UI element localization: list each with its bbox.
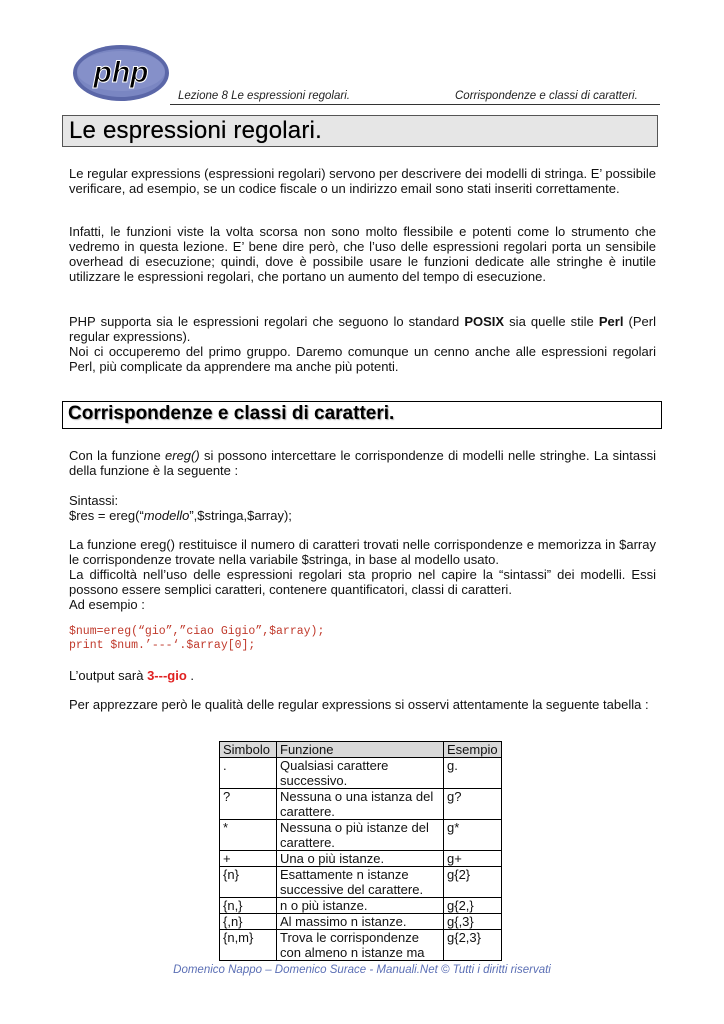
syntax-model: modello bbox=[143, 508, 190, 523]
syntax-a: $res = ereg(“ bbox=[69, 508, 144, 523]
cell-example: g{,3} bbox=[444, 914, 502, 930]
syntax-label: Sintassi: bbox=[69, 493, 119, 508]
cell-function: Al massimo n istanze. bbox=[277, 914, 444, 930]
posix-keyword: POSIX bbox=[464, 314, 505, 329]
section-paragraph-4: Ad esempio : bbox=[69, 597, 145, 612]
regex-symbol-table bbox=[219, 741, 502, 961]
cell-example: g* bbox=[444, 820, 502, 851]
cell-function: n o più istanze. bbox=[277, 898, 444, 914]
table-row bbox=[220, 820, 502, 851]
cell-function: Trova le corrispondenze con almeno n istanze ma bbox=[277, 930, 444, 961]
header-function: Funzione bbox=[277, 742, 444, 758]
section-title: Corrispondenze e classi di caratteri. bbox=[68, 403, 395, 424]
output-text-a: L’output sarà bbox=[69, 668, 148, 683]
intro-paragraph-1: Le regular expressions (espressioni regolari) servono per descrivere dei modelli di stringa. E’ possibile verificare, ad esempio, se un codice fiscale o un indirizzo email sono stati inseriti correttamente. bbox=[69, 166, 656, 196]
intro-paragraph-4: Noi ci occuperemo del primo gruppo. Daremo comunque un cenno anche alle espressioni regolari Perl, più complicate da apprendere ma anche più potenti. bbox=[69, 344, 656, 374]
syntax-line bbox=[69, 508, 656, 523]
header-lesson: Lezione 8 Le espressioni regolari. bbox=[178, 90, 350, 102]
cell-symbol: {n} bbox=[220, 867, 277, 898]
ereg-function: ereg() bbox=[165, 448, 200, 463]
p3-text-a: PHP supporta sia le espressioni regolari che seguono lo standard bbox=[69, 314, 465, 329]
cell-example: g+ bbox=[444, 851, 502, 867]
section-paragraph-5: Per apprezzare però le qualità delle regular expressions si osservi attentamente la seguente tabella : bbox=[69, 697, 649, 712]
cell-example: g? bbox=[444, 789, 502, 820]
table-row bbox=[220, 898, 502, 914]
page-footer: Domenico Nappo – Domenico Surace - Manuali.Net © Tutti i diritti riservati bbox=[173, 964, 551, 976]
php-logo bbox=[72, 44, 170, 102]
cell-symbol: + bbox=[220, 851, 277, 867]
cell-symbol: ? bbox=[220, 789, 277, 820]
p3-text-b: sia quelle stile bbox=[504, 314, 599, 329]
table-row bbox=[220, 930, 502, 961]
p3-text-c: (Perl regular expressions). bbox=[69, 314, 656, 344]
cell-symbol: . bbox=[220, 758, 277, 789]
table-row bbox=[220, 789, 502, 820]
cell-function: Nessuna o più istanze del carattere. bbox=[277, 820, 444, 851]
syntax-b: ”,$stringa,$array); bbox=[189, 508, 292, 523]
header-topic: Corrispondenze e classi di caratteri. bbox=[455, 90, 638, 102]
section-paragraph-3: La difficoltà nell’uso delle espressioni regolari sta proprio nel capire la “sintassi” dei modelli. Essi possono essere semplici caratteri, contenere quantificatori, classi di caratteri. bbox=[69, 567, 656, 597]
p1-text-b: si possono intercettare le corrispondenze di modelli nelle stringhe. La sintassi della funzione è la seguente : bbox=[69, 448, 656, 478]
code-line-1: $num=ereg(“gio”,”ciao Gigio”,$array); bbox=[69, 625, 325, 638]
cell-symbol: {n,m} bbox=[220, 930, 277, 961]
table-row bbox=[220, 851, 502, 867]
table-row bbox=[220, 914, 502, 930]
cell-example: g{2,3} bbox=[444, 930, 502, 961]
output-line bbox=[69, 668, 656, 683]
cell-function: Esattamente n istanze successive del carattere. bbox=[277, 867, 444, 898]
page-title-box bbox=[62, 115, 658, 147]
intro-paragraph-3 bbox=[69, 314, 656, 344]
section-paragraph-1 bbox=[69, 448, 656, 478]
header-divider bbox=[170, 104, 660, 105]
table-row bbox=[220, 758, 502, 789]
logo-text: php bbox=[93, 56, 149, 89]
cell-symbol: {n,} bbox=[220, 898, 277, 914]
page-title: Le espressioni regolari. bbox=[69, 117, 322, 144]
cell-function: Nessuna o una istanza del carattere. bbox=[277, 789, 444, 820]
table-header-row bbox=[220, 742, 502, 758]
header-symbol: Simbolo bbox=[220, 742, 277, 758]
cell-symbol: {,n} bbox=[220, 914, 277, 930]
cell-example: g. bbox=[444, 758, 502, 789]
header-example: Esempio bbox=[444, 742, 502, 758]
cell-function: Qualsiasi carattere successivo. bbox=[277, 758, 444, 789]
section-paragraph-2: La funzione ereg() restituisce il numero di caratteri trovati nelle corrispondenze e memorizza in $array le corrispondenze trovate nella variabile $stringa, in base al modello usato. bbox=[69, 537, 656, 567]
cell-example: g{2} bbox=[444, 867, 502, 898]
cell-symbol: * bbox=[220, 820, 277, 851]
section-title-box bbox=[62, 401, 662, 429]
perl-keyword: Perl bbox=[598, 314, 624, 329]
p1-text-a: Con la funzione bbox=[69, 448, 166, 463]
cell-function: Una o più istanze. bbox=[277, 851, 444, 867]
code-line-2: print $num.’---‘.$array[0]; bbox=[69, 639, 256, 652]
intro-paragraph-2: Infatti, le funzioni viste la volta scorsa non sono molto flessibile e potenti come lo strumento che vedremo in questa lezione. E’ bene dire però, che l’uso delle espressioni regolari porta un sensibile overhead di esecuzione; quindi, dove è possibile usare le funzioni dedicate alle stringhe è inutile utilizzare le espressioni regolari, che portano un aumento del tempo di esecuzione. bbox=[69, 224, 656, 284]
output-value: 3---gio bbox=[147, 668, 187, 683]
table-row bbox=[220, 867, 502, 898]
cell-example: g{2,} bbox=[444, 898, 502, 914]
output-text-b: . bbox=[186, 668, 195, 683]
